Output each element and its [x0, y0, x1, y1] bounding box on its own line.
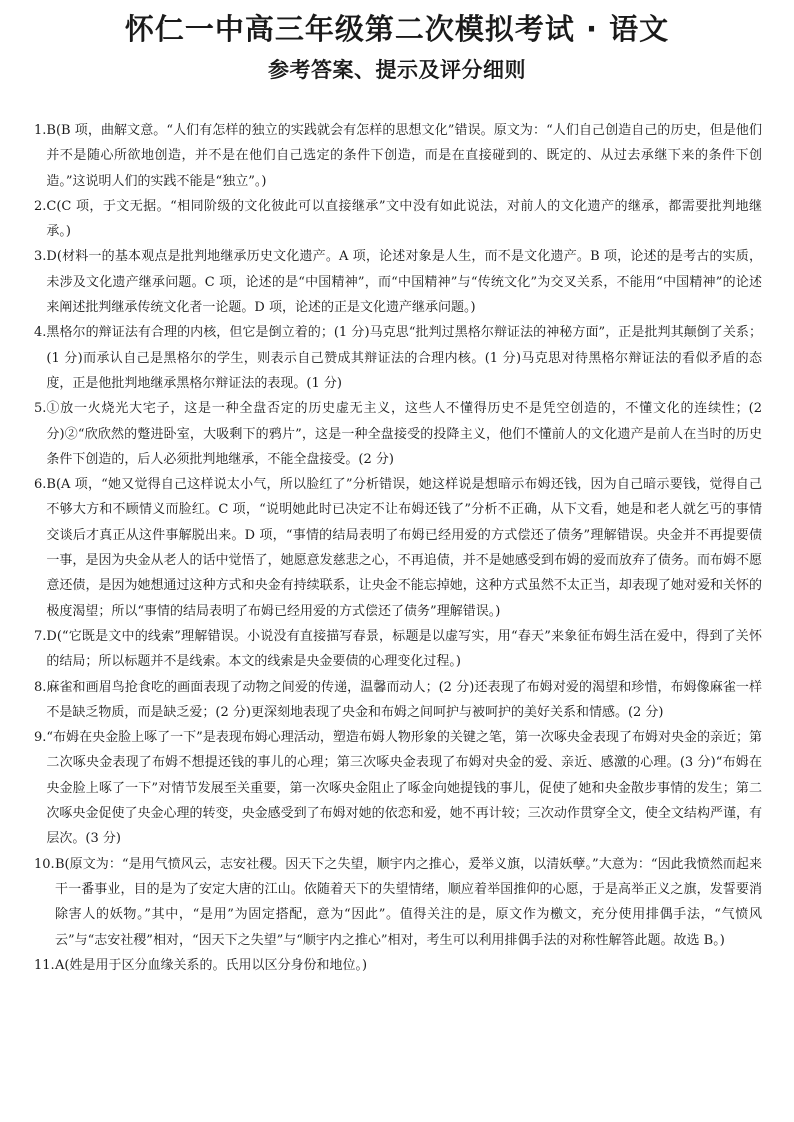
page-subtitle: 参考答案、提示及评分细则 — [268, 58, 526, 82]
answer-item-7 — [34, 624, 762, 675]
answer-item-11 — [34, 953, 762, 978]
item-text: A(姓是用于区分血缘关系的。氏用以区分身份和地位。) — [55, 957, 368, 973]
answer-item-10 — [34, 852, 762, 953]
item-text: B(原文为：“是用气愤风云，志安社稷。因天下之失望，顺宇内之推心，爰举义旗，以清妖孽。”大意为：“因此我愤然而起来干一番事业，目的是为了安定大唐的江山。依随着天下的失望情绪，顺应着举国推仰的心愿，于是高举正义之旗，发誓要消除害人的妖物。”其中，“是用”为固定搭配，意为“因此”。值得关注的是，原文作为檄文，充分使用排偶手法，“气愤风云”与“志安社稷”相对，“因天下之失望”与“顺宇内之推心”相对，考生可以利用排偶手法的对称性解答此题。故选 B。) — [55, 856, 762, 948]
item-number: 10. — [34, 856, 55, 872]
item-number: 11. — [34, 957, 55, 973]
answer-item-5 — [34, 396, 762, 472]
item-text: D(材料一的基本观点是批判地继承历史文化遗产。A 项，论述对象是人生，而不是文化遗产。B 项，论述的是考古的实质，未涉及文化遗产继承问题。C 项，论述的是“中国精神”，而“中国精神”与“传统文化”为交叉关系，不能用“中国精神”的论述来阐述批判继承传统文化者一论题。D 项，论述的正是文化遗产继承问题。) — [46, 249, 762, 316]
item-number: 4. — [34, 325, 47, 341]
answer-list — [34, 118, 762, 978]
item-number: 9. — [34, 730, 47, 746]
answer-item-9 — [34, 725, 762, 851]
page-title: 怀仁一中高三年级第二次模拟考试 · 语文 — [124, 12, 670, 46]
answer-item-8 — [34, 675, 762, 726]
answer-item-6 — [34, 472, 762, 624]
answer-item-4 — [34, 320, 762, 396]
item-text: C(C 项，于文无据。“相同阶级的文化彼此可以直接继承”文中没有如此说法，对前人的文化遗产的继承，都需要批判地继承。) — [46, 198, 762, 240]
item-text: 麻雀和画眉鸟抢食吃的画面表现了动物之间爱的传递，温馨而动人；(2 分)还表现了布姆对爱的渴望和珍惜，布姆像麻雀一样不是缺乏物质，而是缺乏爱；(2 分)更深刻地表现了央金和布姆之间呵护与被呵护的美好关系和情感。(2 分) — [46, 679, 762, 720]
answer-item-2 — [34, 194, 762, 245]
item-text: D(“它既是文中的线索”理解错误。小说没有直接描写春景，标题是以虚写实，用“春天”来象征布姆生活在爱中，得到了关怀的结局；所以标题并不是线索。本文的线索是央金要债的心理变化过程。) — [46, 628, 762, 670]
item-number: 1. — [34, 123, 47, 138]
item-text: “布姆在央金脸上啄了一下”是表现布姆心理活动，塑造布姆人物形象的关键之笔，第一次啄央金表现了布姆对央金的亲近；第二次啄央金表现了布姆不想提还钱的事儿的心理；第三次啄央金表现了布姆对央金的爱、亲近、感激的心理。(3 分)“布姆在央金脸上啄了一下”对情节发展至关重要，第一次啄央金阻止了啄金向她提钱的事儿，促使了她和央金散步事情的发生；第二次啄央金促使了央金心理的转变，央金感受到了布姆对她的依恋和爱，她不再计较；三次动作贯穿全文，使全文结构严谨，有层次。(3 分) — [46, 730, 762, 847]
item-number: 8. — [34, 679, 47, 695]
item-number: 6. — [34, 477, 47, 493]
item-number: 2. — [34, 198, 47, 214]
item-number: 3. — [34, 249, 47, 265]
item-text: ①放一火烧光大宅子，这是一种全盘否定的历史虚无主义，这些人不懂得历史不是凭空创造的，不懂文化的连续性；(2 分)②“欣欣然的蹩进卧室，大吸剩下的鸦片”，这是一种全盘接受的投降主义，他们不懂前人的文化遗产是前人在当时的历史条件下创造的，后人必须批判地继承，不能全盘接受。(2 分) — [46, 401, 762, 467]
answer-item-1 — [34, 118, 762, 194]
answer-item-3 — [34, 244, 762, 320]
item-number: 5. — [34, 401, 47, 417]
item-text: B(B 项，曲解文意。“人们有怎样的独立的实践就会有怎样的思想文化”错误。原文为：“人们自己创造自己的历史，但是他们并不是随心所欲地创造，并不是在他们自己选定的条件下创造，而是在直接碰到的、既定的、从过去承继下来的条件下创造。”这说明人们的实践不能是“独立”。) — [46, 123, 762, 189]
item-text: B(A 项，“她又觉得自己这样说太小气，所以脸红了”分析错误，她这样说是想暗示布姆还钱，因为自己暗示要钱，觉得自己不够大方和不顾情义而脸红。C 项，“说明她此时已决定不让布姆还钱了”分析不正确，从下文看，她是和老人就乞丐的事情交谈后才真正从这件事解脱出来。D 项，“事情的结局表明了布姆已经用爱的方式偿还了债务”理解错误。央金并不再提要债一事，是因为央金从老人的话中觉悟了，她愿意发慈悲之心，不再追债，并不是她感受到布姆的爱而放弃了债务。而布姆不愿意还债，是因为她想通过这种方式和央金有持续联系，让央金不能忘掉她，这种方式虽然不太正当，却表现了她对爱和关怀的极度渴望；所以“事情的结局表明了布姆已经用爱的方式偿还了债务”理解错误。) — [46, 477, 762, 619]
item-number: 7. — [34, 628, 47, 644]
item-text: 黑格尔的辩证法有合理的内核，但它是倒立着的；(1 分)马克思“批判过黑格尔辩证法的神秘方面”，正是批判其颠倒了关系；(1 分)而承认自己是黑格尔的学生，则表示自己赞成其辩证法的合理内核。(1 分)马克思对待黑格尔辩证法的看似矛盾的态度，正是他批判地继承黑格尔辩证法的表现。(1 分) — [46, 325, 762, 391]
